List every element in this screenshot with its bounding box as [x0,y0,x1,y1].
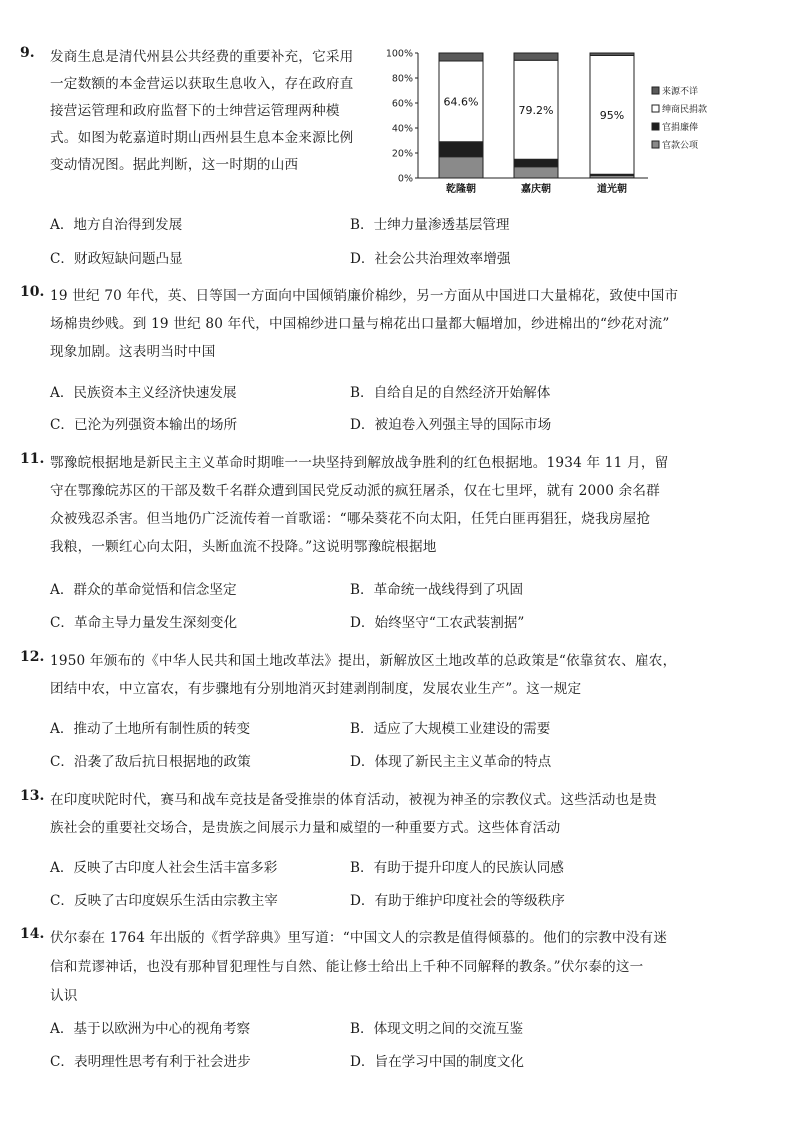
chart-legend [652,85,707,151]
option-B[interactable]: B．革命统一战线得到了巩固 [350,582,524,598]
y-tick-label: 20% [391,148,413,160]
legend-label: 官款公项 [662,141,699,151]
bar-data-label: 79.2% [518,103,554,117]
bar-data-label: 95% [599,108,625,122]
question-stem-line: 一定数额的本金营运以获取生息收入，存在政府直 [50,76,354,92]
question-number: 13. [20,788,45,804]
question-number: 14. [20,926,45,942]
option-D[interactable]: D．体现了新民主主义革命的特点 [350,754,552,770]
question-stem-line: 鄂豫皖根据地是新民主主义革命时期唯一一块坚持到解放战争胜利的红色根据地。1934 年 11 月，留 [50,455,669,471]
y-axis [386,49,418,185]
option-C[interactable]: C．财政短缺问题凸显 [50,251,183,267]
question-stem-line: 现象加剧。这表明当时中国 [50,344,216,360]
x-tick-label: 嘉庆朝 [521,184,551,195]
bar-segment-官款公项 [439,157,483,178]
question-stem-line: 场棉贵纱贱。到 19 世纪 80 年代，中国棉纱进口量与棉花出口量都大幅增加，纱进棉出的“纱花对流” [50,316,670,332]
legend-label: 官捐廉俸 [662,123,699,133]
y-tick-label: 100% [385,48,413,60]
question-stem-line: 认识 [50,988,78,1004]
question-stem-line: 众被残忍杀害。但当地仍广泛流传着一首歌谣：“哪朵葵花不向太阳，任凭白匪再猖狂，烧我房屋抢 [50,511,651,527]
x-tick-label: 乾隆朝 [446,184,476,195]
y-tick-label: 80% [391,73,413,85]
question-stem-line: 接营运管理和政府监督下的士绅营运管理两种模 [50,103,340,119]
option-B[interactable]: B．有助于提升印度人的民族认同感 [350,860,564,876]
option-A[interactable]: A．民族资本主义经济快速发展 [50,385,237,401]
bar-segment-来源不详 [439,53,483,61]
y-tick-label: 60% [391,98,413,110]
question-number: 10. [20,284,45,300]
legend-swatch [652,141,659,148]
question-number: 9. [20,45,35,61]
option-A[interactable]: A．推动了土地所有制性质的转变 [50,721,251,737]
option-D[interactable]: D．社会公共治理效率增强 [350,251,511,267]
legend-label: 绅商民捐款 [662,105,708,115]
question-stem-line: 守在鄂豫皖苏区的干部及数千名群众遭到国民党反动派的疯狂屠杀，仅在七里坪，就有 2000 余名群 [50,483,660,499]
question-number: 12. [20,649,45,665]
question-stem-line: 团结中农，中立富农，有步骤地有分别地消灭封建剥削制度，发展农业生产”。这一规定 [50,681,582,697]
question-stem-line: 发商生息是清代州县公共经费的重要补充，它采用 [50,49,354,65]
bar-data-label: 64.6% [443,95,479,109]
bar-segment-官款公项 [514,167,558,178]
question-stem-line: 信和荒谬神话，也没有那种冒犯理性与自然、能让修士给出上千种不同解释的教条。”伏尔泰的这一 [50,959,644,975]
y-tick-label: 40% [391,123,413,135]
legend-label: 来源不详 [662,87,699,97]
legend-swatch [652,105,659,112]
y-tick-label: 0% [397,173,413,185]
option-C[interactable]: C．反映了古印度娱乐生活由宗教主宰 [50,893,278,909]
option-C[interactable]: C．表明理性思考有利于社会进步 [50,1054,251,1070]
option-C[interactable]: C．已沦为列强资本输出的场所 [50,417,238,433]
option-A[interactable]: A．地方自治得到发展 [50,217,183,233]
option-B[interactable]: B．士绅力量渗透基层管理 [350,217,510,233]
option-C[interactable]: C．沿袭了敌后抗日根据地的政策 [50,754,251,770]
option-B[interactable]: B．自给自足的自然经济开始解体 [350,385,551,401]
question-stem-line: 1950 年颁布的《中华人民共和国土地改革法》提出，新解放区土地改革的总政策是“依靠贫农、雇农， [50,653,677,669]
question-stem-line: 伏尔泰在 1764 年出版的《哲学辞典》里写道：“中国文人的宗教是值得倾慕的。他们的宗教中没有迷 [50,930,668,946]
question-stem-line: 式。如图为乾嘉道时期山西州县生息本金来源比例 [50,130,354,146]
option-D[interactable]: D．有助于维护印度社会的等级秩序 [350,893,565,909]
option-D[interactable]: D．被迫卷入列强主导的国际市场 [350,417,552,433]
question-number: 11. [20,451,45,467]
bar-segment-来源不详 [590,53,634,56]
question-stem-line: 变动情况图。据此判断，这一时期的山西 [50,157,299,173]
option-D[interactable]: D．始终坚守“工农武装割据” [350,615,525,631]
legend-swatch [652,87,659,94]
bar-segment-官捐廉俸 [439,142,483,157]
question-stem-line: 我粮，一颗红心向太阳，头断血流不投降。”这说明鄂豫皖根据地 [50,539,437,555]
x-tick-label: 道光朝 [597,184,627,195]
option-D[interactable]: D．旨在学习中国的制度文化 [350,1054,525,1070]
option-C[interactable]: C．革命主导力量发生深刻变化 [50,615,238,631]
question-stem-line: 在印度吠陀时代，赛马和战车竞技是备受推崇的体育活动，被视为神圣的宗教仪式。这些活动也是贵 [50,792,657,808]
question-stem-line: 19 世纪 70 年代，英、日等国一方面向中国倾销廉价棉纱，另一方面从中国进口大量棉花，致使中国市 [50,288,679,304]
option-B[interactable]: B．体现文明之间的交流互鉴 [350,1021,524,1037]
option-A[interactable]: A．群众的革命觉悟和信念坚定 [50,582,237,598]
bar-segment-官捐廉俸 [514,159,558,167]
bar-segment-来源不详 [514,53,558,60]
x-axis [418,178,648,195]
option-B[interactable]: B．适应了大规模工业建设的需要 [350,721,551,737]
option-A[interactable]: A．基于以欧洲为中心的视角考察 [50,1021,251,1037]
option-A[interactable]: A．反映了古印度人社会生活丰富多彩 [50,860,278,876]
legend-swatch [652,123,659,130]
question-stem-line: 族社会的重要社交场合，是贵族之间展示力量和威望的一种重要方式。这些体育活动 [50,820,561,836]
funding-source-chart [382,42,708,202]
